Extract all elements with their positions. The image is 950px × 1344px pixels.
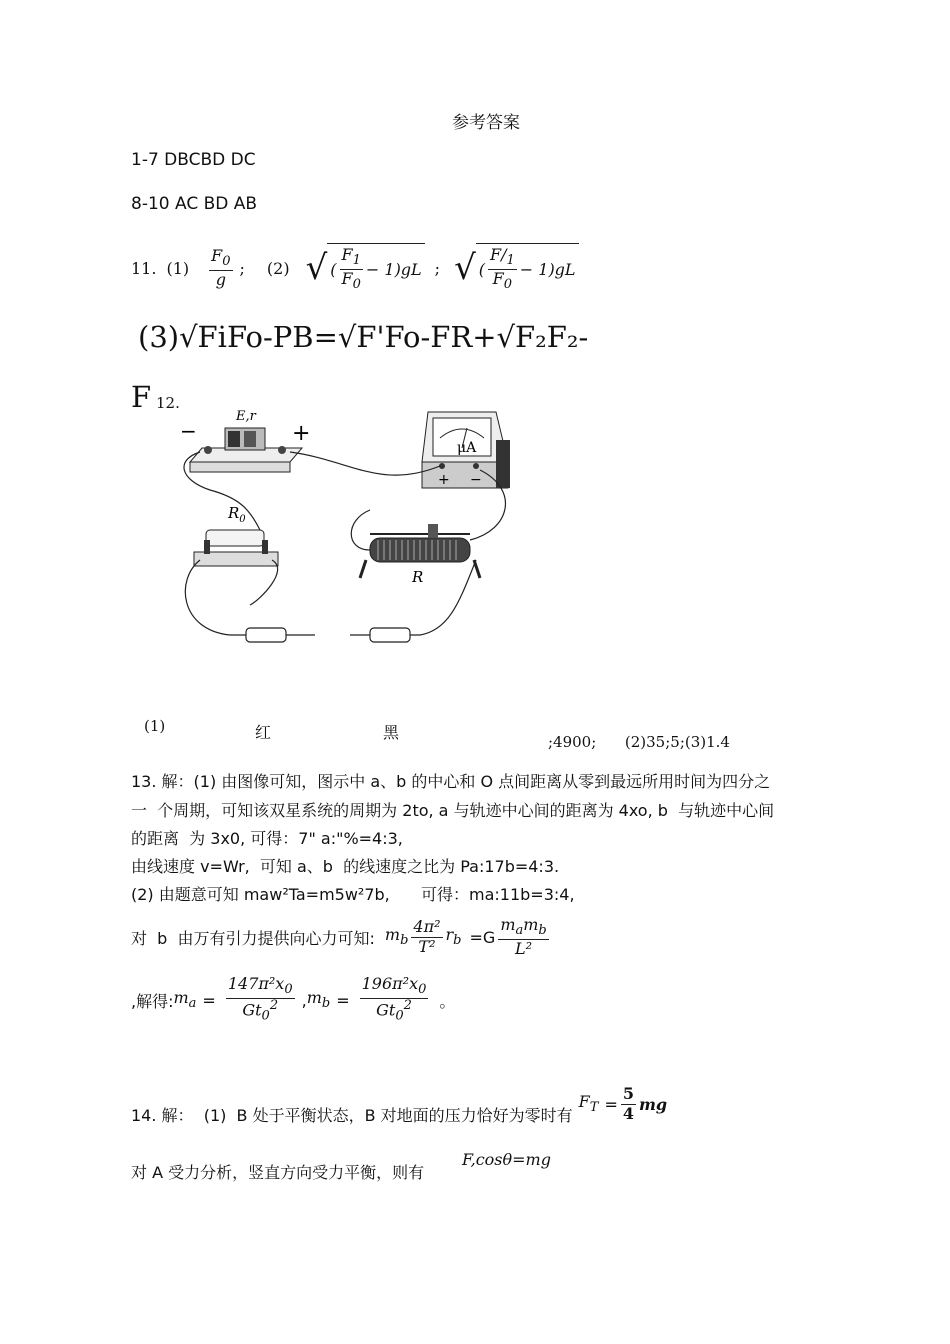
circuit-diagram bbox=[170, 400, 530, 660]
q12-black: 黑 bbox=[383, 723, 400, 742]
q13-line5b: 可得：ma:11b=3:4, bbox=[421, 885, 575, 904]
q13-solve-line bbox=[131, 972, 455, 1028]
q13-eqG: =G bbox=[469, 927, 496, 947]
q11-line bbox=[131, 240, 579, 296]
q14-frac-5-4: $\frac{5}{4}$ bbox=[622, 1084, 634, 1123]
q13-line4: 由线速度 v=Wr, 可知 a、b 的线速度之比为 Pa:17b=4:3. bbox=[131, 857, 560, 876]
q13-line2: 一 个周期，可知该双星系统的周期为 2to, a 与轨迹中心间的距离为 4xo, b 与轨迹中心间 bbox=[131, 801, 775, 820]
answers-1-7: 1-7 DBCBD DC bbox=[131, 150, 256, 170]
q11-sqrt-1: √ ( $\frac{F_1}{F_0}$ − 1)gL bbox=[306, 243, 425, 293]
q13-frac-ma: $\frac{147\pi^2x_0}{Gt_0^2}$ bbox=[227, 974, 293, 1024]
q11-sqrt-2: √ ( $\frac{F/_1}{F_0}$ − 1)gL bbox=[454, 243, 578, 293]
answers-8-10: 8-10 AC BD AB bbox=[131, 194, 258, 214]
q13-rb: $r_b$ bbox=[445, 925, 462, 949]
q14-line1 bbox=[131, 1084, 668, 1136]
q13-frac-4pi2-T2: $\frac{\text{4π²}}{\text{T²}}$ bbox=[413, 917, 441, 956]
q12-label: 12. bbox=[156, 394, 180, 412]
battery-minus: − bbox=[180, 419, 197, 443]
q14-line1-text: 14. 解： (1) B 处于平衡状态，B 对地面的压力恰好为零时有 bbox=[131, 1105, 573, 1125]
q13-line6-text: 对 b 由万有引力提供向心力可知: bbox=[131, 928, 375, 948]
q11-semicolon: ; bbox=[239, 258, 245, 278]
q11-part1: (1) bbox=[166, 258, 190, 278]
q13-period: 。 bbox=[439, 991, 456, 1011]
battery bbox=[180, 409, 310, 472]
q12-rest: ;4900; (2)35;5;(3)1.4 bbox=[548, 733, 730, 751]
q12-red: 红 bbox=[255, 723, 272, 742]
q13-eq-a: = bbox=[202, 990, 216, 1010]
q13-ma: $m_a$ bbox=[173, 988, 197, 1012]
page-title: 参考答案 bbox=[452, 113, 520, 133]
q11-label: 11. bbox=[131, 258, 157, 278]
q14-eq: = bbox=[604, 1094, 618, 1114]
q13-line5a: (2) 由题意可知 maw²Ta=m5w²7b, bbox=[131, 885, 390, 904]
q13-mb: $m_b$ bbox=[384, 925, 409, 949]
battery-plus: + bbox=[292, 421, 311, 446]
q11-part2: (2) bbox=[266, 258, 290, 278]
battery-label: E,r bbox=[236, 409, 256, 424]
q13-eq-b: = bbox=[336, 990, 350, 1010]
q11-frac-f0-over-g: $\frac{F_0}{g}$ bbox=[211, 245, 231, 289]
q13-frac-mb: $\frac{196\pi^2x_0}{Gt_0^2}$ bbox=[361, 974, 427, 1024]
q13-line6 bbox=[131, 910, 552, 964]
q14-mg: mg bbox=[639, 1094, 668, 1114]
resistor-r0 bbox=[194, 504, 278, 566]
q13-solve-text: ,解得: bbox=[131, 991, 174, 1011]
q14-fcos: F,cosθ=mg bbox=[462, 1150, 551, 1169]
q14-line2: 对 A 受力分析，竖直方向受力平衡，则有 bbox=[131, 1163, 425, 1182]
q13-comma: , bbox=[301, 990, 307, 1010]
microammeter bbox=[422, 412, 510, 488]
q11-part3-F: F bbox=[131, 380, 152, 414]
q13-line1: 13. 解：(1) 由图像可知，图示中 a、b 的中心和 O 点间距离从零到最远所用时间为四分之 bbox=[131, 772, 771, 791]
rheostat-r bbox=[360, 524, 480, 586]
q11-semicolon-2: ; bbox=[434, 258, 441, 278]
q13-mb2: $m_b$ bbox=[306, 988, 331, 1012]
meter-minus: − bbox=[470, 472, 482, 488]
r-label: R bbox=[412, 568, 424, 586]
meter-plus: + bbox=[438, 472, 450, 488]
q13-line3: 的距离 为 3x0, 可得：7" a:"%=4:3, bbox=[131, 829, 403, 848]
q11-part3: (3)√FiFo-PB=√F'Fo-FR+√F₂F₂- bbox=[138, 320, 589, 354]
r0-label: $R_0$ bbox=[228, 504, 246, 525]
q12-ans1-label: (1) bbox=[144, 717, 166, 735]
q13-frac-mamb-L2: $\frac{m_am_b}{\text{L²}}$ bbox=[500, 914, 547, 958]
meter-label: μA bbox=[457, 440, 477, 456]
q14-FT: $F_T$ bbox=[578, 1092, 599, 1116]
